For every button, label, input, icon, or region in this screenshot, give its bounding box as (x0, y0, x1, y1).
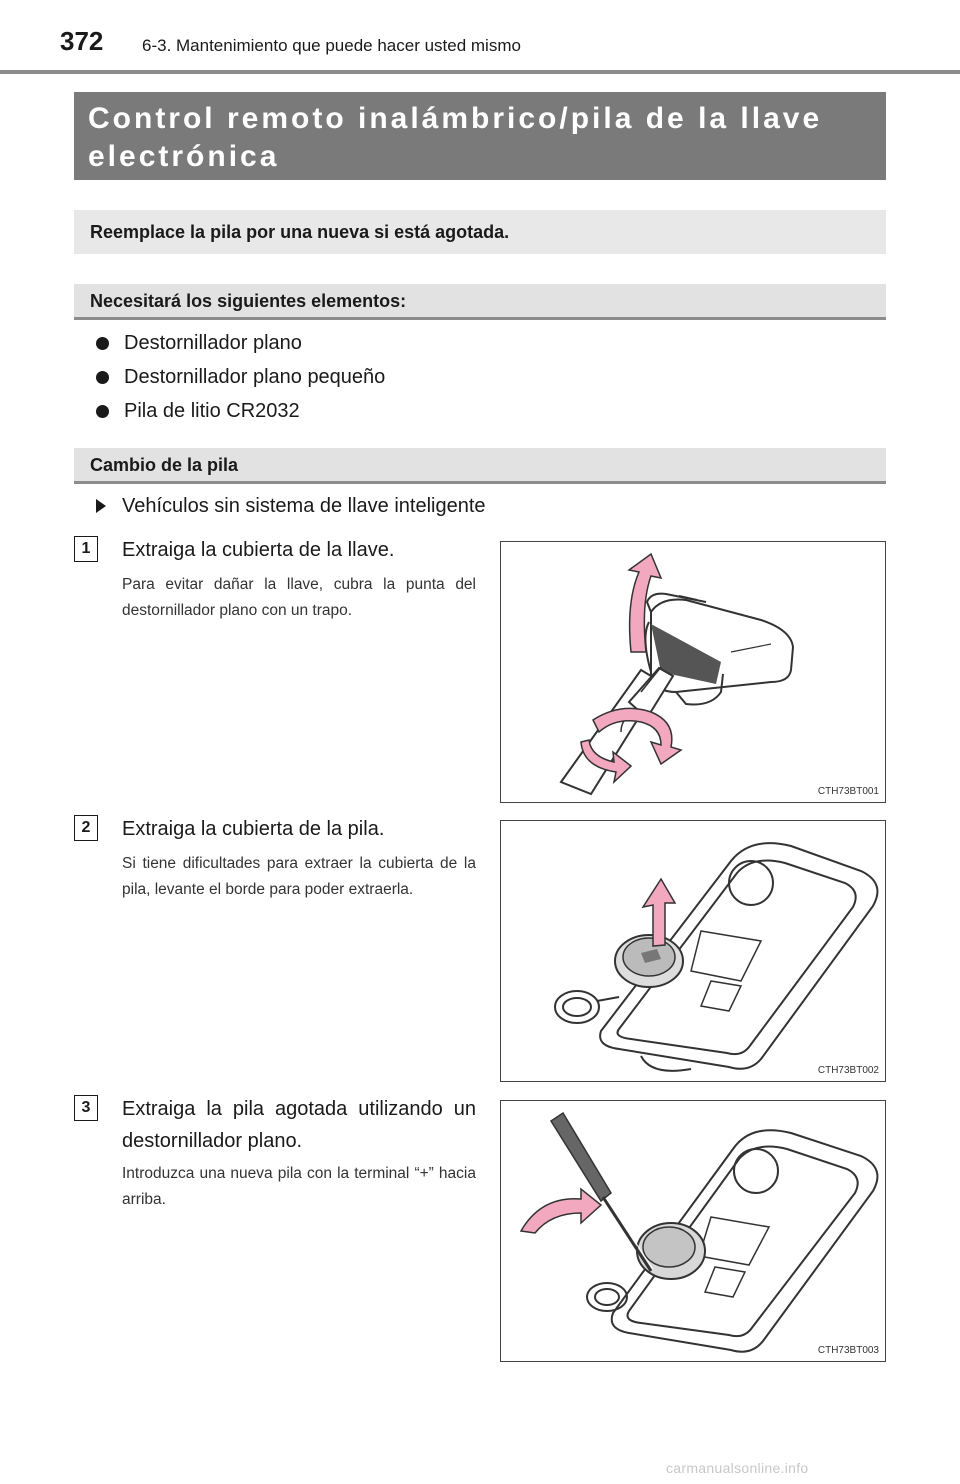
footer-watermark[interactable]: carmanualsonline.info (666, 1460, 809, 1476)
figure-code: CTH73BT003 (817, 1345, 879, 1356)
page-number: 372 (60, 26, 104, 56)
list-item (96, 331, 302, 355)
list-item-text: Pila de litio CR2032 (124, 400, 300, 422)
figure-remove-key-cover (500, 541, 886, 803)
triangle-bullet-icon (96, 499, 106, 513)
bullet-icon (96, 337, 109, 350)
list-item (96, 399, 300, 423)
figure-remove-battery (500, 1100, 886, 1362)
battery-removal-illustration (501, 1101, 887, 1363)
change-heading: Cambio de la pila (74, 448, 886, 484)
step-title: Extraiga la cubierta de la llave. (122, 539, 395, 561)
step-number: 3 (74, 1095, 98, 1121)
list-item (96, 365, 385, 389)
bullet-icon (96, 371, 109, 384)
bullet-icon (96, 405, 109, 418)
step-title: Extraiga la pila agotada utilizando un destornillador plano. (122, 1098, 476, 1152)
step-note: Si tiene dificultades para extraer la cubierta de la pila, levante el borde para poder extraerla. (122, 855, 476, 898)
running-header: 6-3. Mantenimiento que puede hacer usted mismo (142, 36, 521, 55)
section-title-line-1: Control remoto inalámbrico/pila de la llave (88, 102, 823, 135)
figure-code: CTH73BT001 (817, 786, 879, 797)
variant-text: Vehículos sin sistema de llave inteligente (122, 495, 486, 517)
needed-heading: Necesitará los siguientes elementos: (74, 284, 886, 320)
step-number: 2 (74, 815, 98, 841)
variant-label (96, 494, 486, 518)
header-rule (0, 70, 960, 74)
section-title (74, 92, 886, 180)
step-number: 1 (74, 536, 98, 562)
section-title-line-2: electrónica (88, 140, 280, 173)
figure-remove-battery-cover (500, 820, 886, 1082)
step-note: Para evitar dañar la llave, cubra la punta del destornillador plano con un trapo. (122, 576, 476, 619)
step-note: Introduzca una nueva pila con la terminal “+” hacia arriba. (122, 1165, 476, 1208)
figure-code: CTH73BT002 (817, 1065, 879, 1076)
battery-cover-illustration (501, 821, 887, 1083)
step-title: Extraiga la cubierta de la pila. (122, 818, 385, 840)
key-cover-illustration (501, 542, 887, 804)
lead-text: Reemplace la pila por una nueva si está agotada. (74, 210, 886, 254)
list-item-text: Destornillador plano pequeño (124, 366, 386, 388)
list-item-text: Destornillador plano (124, 332, 302, 354)
